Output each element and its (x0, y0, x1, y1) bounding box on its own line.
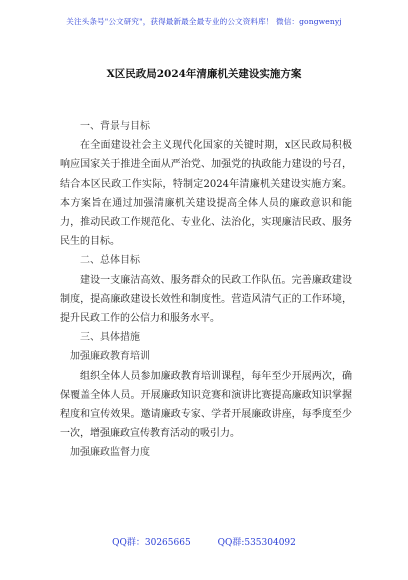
paragraph-education-training: 组织全体人员参加廉政教育培训课程，每年至少开展两次，确保覆盖全体人员。开展廉政知识竞赛和演讲比赛提高廉政知识掌握程度和宣传效果。邀请廉政专家、学者开展廉政讲座，每季度至少一次，增强廉政宣传教育活动的吸引力。 (60, 370, 352, 440)
footer-qq-group-1: QQ群：30265665 (112, 538, 191, 548)
section-heading-measures: 三、具体措施 (80, 332, 140, 344)
paragraph-background: 在全面建设社会主义现代化国家的关键时期，x区民政局积极响应国家关于推进全面从严治党、加强党的执政能力建设的号召，结合本区民政工作实际，特制定2024年清廉机关建设实施方案。本方案旨在通过加强清廉机关建设提高全体人员的廉政意识和能力，推动民政工作规范化、专业化、法治化，实现廉洁民政、服务民生的目标。 (60, 140, 352, 248)
subheading-supervision: 加强廉政监督力度 (70, 447, 150, 459)
header-promo-note: 关注头条号"公文研究"，获得最新最全最专业的公文资料库！ 微信：gongwenyj (66, 17, 342, 26)
document-title: X区民政局2024年清廉机关建设实施方案 (106, 68, 302, 80)
paragraph-overall-goal: 建设一支廉洁高效、服务群众的民政工作队伍。完善廉政建设制度，提高廉政建设长效性和制度性。营造风清气正的工作环境，提升民政工作的公信力和服务水平。 (60, 274, 352, 325)
subheading-education-training: 加强廉政教育培训 (70, 351, 150, 363)
section-heading-overall-goal: 二、总体目标 (80, 255, 140, 267)
section-heading-background: 一、背景与目标 (80, 121, 150, 132)
document-body (60, 117, 352, 463)
footer-contact (0, 535, 408, 548)
footer-qq-group-2: QQ群:535304092 (217, 538, 296, 548)
